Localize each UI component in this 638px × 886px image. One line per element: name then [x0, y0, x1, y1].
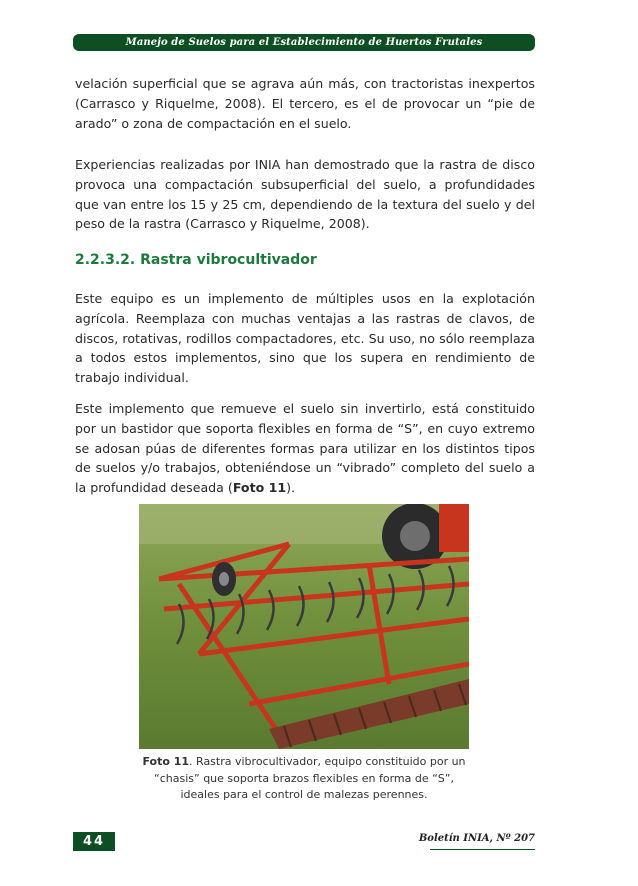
running-header-title: Manejo de Suelos para el Establecimiento de Huertos Frutales — [125, 37, 483, 48]
body-paragraph-4-text: Este implemento que remueve el suelo sin invertirlo, está constituido por un bastidor que soporta flexibles en forma de “S”, en cuyo extremo se adosan púas de diferentes formas para utilizar en los distintos tipos de suelos y/o trabajos, obteniéndose un “vibrado” completo del suelo a la profundidad deseada ( — [75, 401, 535, 496]
caption-text: . Rastra vibrocultivador, equipo constituido por un “chasis” que soporta brazos flexibles en forma de “S”, ideales para el control de malezas perennes. — [154, 755, 466, 801]
footer-rule — [430, 849, 535, 850]
photo-vibrocultivator — [139, 504, 469, 749]
body-paragraph-4 — [75, 399, 535, 498]
gauge-wheel — [212, 562, 236, 596]
section-heading: 2.2.3.2. Rastra vibrocultivador — [75, 252, 317, 268]
photo-reference: Foto 11 — [232, 480, 287, 496]
page-number: 44 — [73, 832, 115, 851]
publication-title: Boletín INIA, Nº 207 — [418, 833, 535, 844]
body-paragraph-3: Este equipo es un implemento de múltiples usos en la explotación agrícola. Reemplaza con muchas ventajas a las rastras de clavos, de discos, rotativas, rodillos compactadores, etc. Su uso, no sólo reemplaza a todos estos implementos, sino que los supera en rendimiento de trabajo individual. — [75, 291, 535, 386]
photo-illustration — [139, 504, 469, 749]
body-paragraph-2: Experiencias realizadas por INIA han demostrado que la rastra de disco provoca una compactación subsuperficial del suelo, a profundidades que van entre los 15 y 25 cm, dependiendo de la textura del suelo y del peso de la rastra (Carrasco y Riquelme, 2008). — [75, 157, 535, 232]
body-paragraph-1: velación superficial que se agrava aún más, con tractoristas inexpertos (Carrasco y Riquelme, 2008). El tercero, es el de provocar un “pie de arado” o zona de compactación en el suelo. — [75, 76, 535, 131]
photo-caption — [139, 754, 469, 804]
running-header — [73, 34, 535, 51]
body-paragraph-4-end: ). — [286, 480, 296, 496]
caption-label: Foto 11 — [142, 755, 190, 768]
